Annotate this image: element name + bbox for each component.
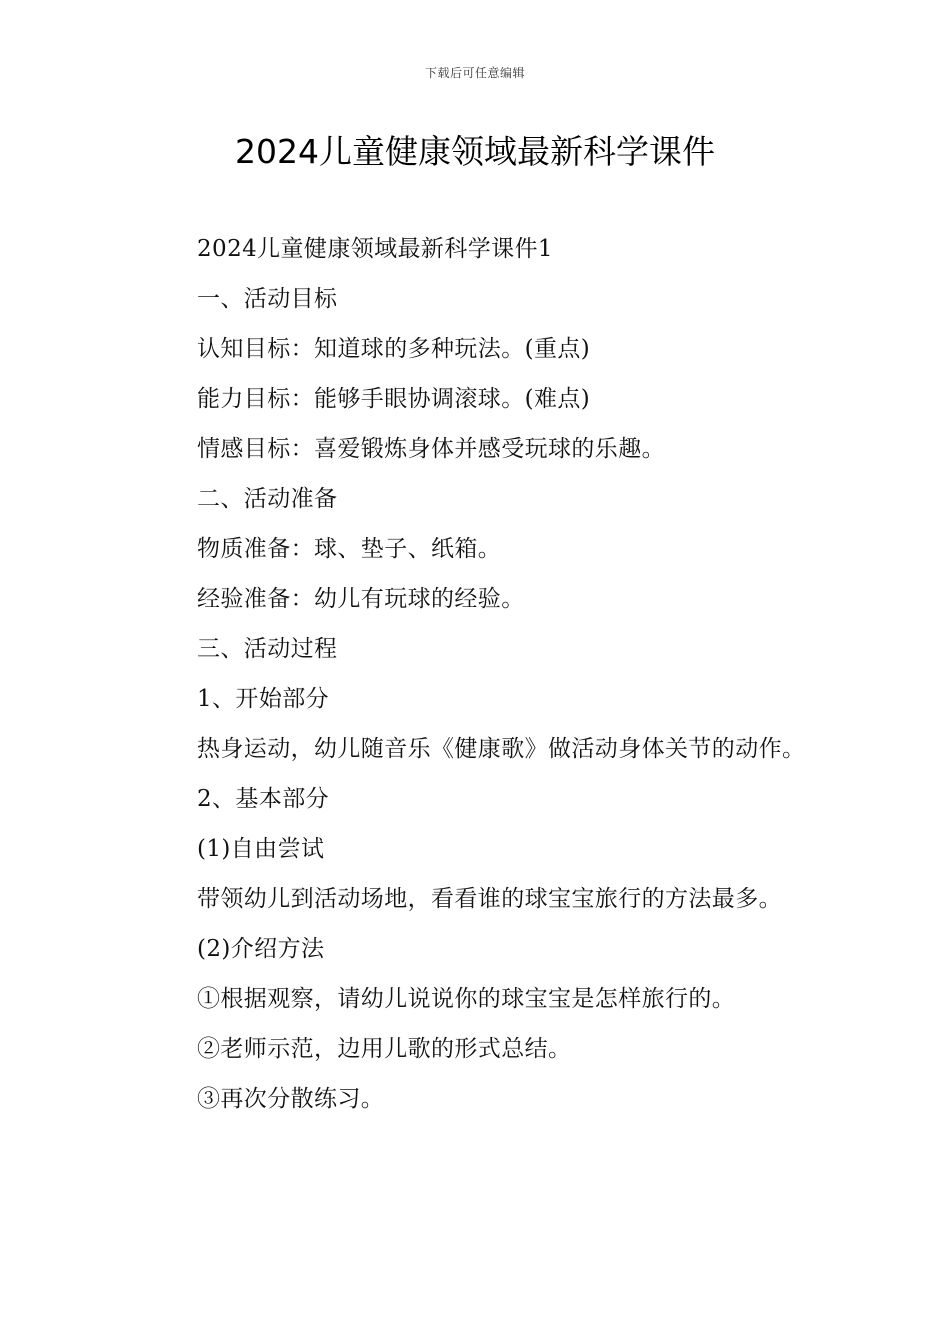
section-heading-goals: 一、活动目标 bbox=[197, 286, 338, 312]
section-heading-process: 三、活动过程 bbox=[197, 636, 338, 662]
paragraph-material-prep: 物质准备：球、垫子、纸箱。 bbox=[197, 536, 502, 562]
subheading-methods: (2)介绍方法 bbox=[197, 936, 325, 962]
subheading-basic: 2、基本部分 bbox=[197, 786, 330, 812]
list-item-demonstrate: ②老师示范，边用儿歌的形式总结。 bbox=[197, 1036, 572, 1062]
paragraph-emotion-goal: 情感目标：喜爱锻炼身体并感受玩球的乐趣。 bbox=[197, 436, 665, 462]
subheading-free-try: (1)自由尝试 bbox=[197, 836, 325, 862]
paragraph-ability-goal: 能力目标：能够手眼协调滚球。(难点) bbox=[197, 386, 591, 412]
document-title: 2024儿童健康领域最新科学课件 bbox=[235, 132, 715, 171]
paragraph-experience-prep: 经验准备：幼儿有玩球的经验。 bbox=[197, 586, 525, 612]
paragraph-subtitle: 2024儿童健康领域最新科学课件1 bbox=[197, 236, 553, 262]
header-note: 下载后可任意编辑 bbox=[424, 66, 525, 80]
paragraph-warmup: 热身运动，幼儿随音乐《健康歌》做活动身体关节的动作。 bbox=[197, 736, 806, 762]
list-item-observe: ①根据观察，请幼儿说说你的球宝宝是怎样旅行的。 bbox=[197, 986, 736, 1012]
paragraph-free-try: 带领幼儿到活动场地，看看谁的球宝宝旅行的方法最多。 bbox=[197, 886, 782, 912]
document-body bbox=[145, 224, 810, 1124]
subheading-start: 1、开始部分 bbox=[197, 686, 330, 712]
section-heading-preparation: 二、活动准备 bbox=[197, 486, 338, 512]
list-item-practice: ③再次分散练习。 bbox=[197, 1086, 385, 1112]
paragraph-cognitive-goal: 认知目标：知道球的多种玩法。(重点) bbox=[197, 336, 591, 362]
